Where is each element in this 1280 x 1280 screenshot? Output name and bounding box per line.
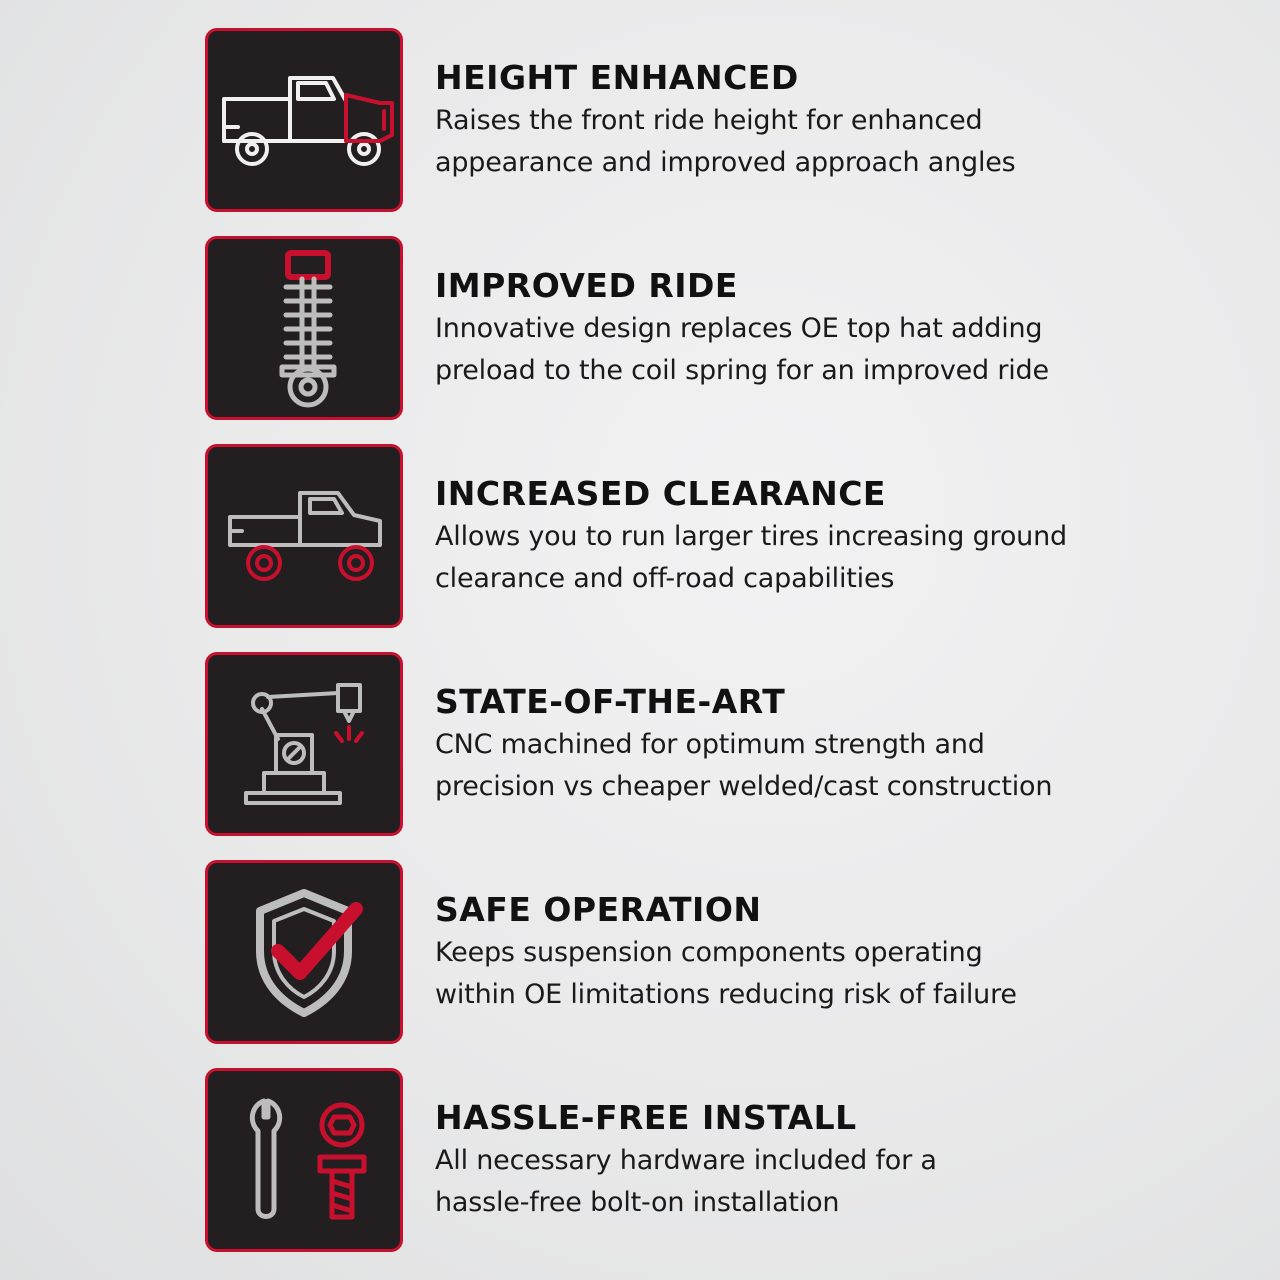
feature-text xyxy=(435,58,1195,184)
feature-text xyxy=(435,890,1195,1016)
feature-title: IMPROVED RIDE xyxy=(435,266,738,305)
feature-text xyxy=(435,266,1195,392)
feature-text xyxy=(435,1098,1195,1224)
feature-description: Keeps suspension components operating within OE limitations reducing risk of failure xyxy=(435,937,1017,1010)
icon-box xyxy=(205,236,403,420)
truck-large-tires-icon xyxy=(208,447,400,625)
icon-box xyxy=(205,860,403,1044)
feature-description: Raises the front ride height for enhanced appearance and improved approach angles xyxy=(435,105,1016,178)
feature-increased-clearance xyxy=(205,444,1205,630)
icon-box xyxy=(205,652,403,836)
feature-title: INCREASED CLEARANCE xyxy=(435,474,886,513)
feature-title: SAFE OPERATION xyxy=(435,890,762,929)
icon-box xyxy=(205,28,403,212)
feature-improved-ride xyxy=(205,236,1205,422)
feature-safe-operation xyxy=(205,860,1205,1046)
feature-state-of-the-art xyxy=(205,652,1205,838)
feature-title: HEIGHT ENHANCED xyxy=(435,58,799,97)
feature-description: Innovative design replaces OE top hat adding preload to the coil spring for an improved ride xyxy=(435,313,1049,386)
feature-description: CNC machined for optimum strength and precision vs cheaper welded/cast construction xyxy=(435,729,1053,802)
feature-title: STATE-OF-THE-ART xyxy=(435,682,786,721)
lifted-truck-icon xyxy=(208,31,400,209)
shield-check-icon xyxy=(208,863,400,1041)
icon-box xyxy=(205,1068,403,1252)
wrench-bolt-icon xyxy=(208,1071,400,1249)
feature-title: HASSLE-FREE INSTALL xyxy=(435,1098,857,1137)
feature-height-enhanced xyxy=(205,28,1205,214)
icon-box xyxy=(205,444,403,628)
coil-spring-shock-icon xyxy=(208,239,400,417)
cnc-robot-arm-icon xyxy=(208,655,400,833)
feature-text xyxy=(435,474,1195,600)
feature-list xyxy=(205,28,1205,1254)
feature-description: Allows you to run larger tires increasing ground clearance and off-road capabilities xyxy=(435,521,1067,594)
feature-description: All necessary hardware included for a hassle-free bolt-on installation xyxy=(435,1145,937,1218)
feature-hassle-free-install xyxy=(205,1068,1205,1254)
feature-text xyxy=(435,682,1195,808)
